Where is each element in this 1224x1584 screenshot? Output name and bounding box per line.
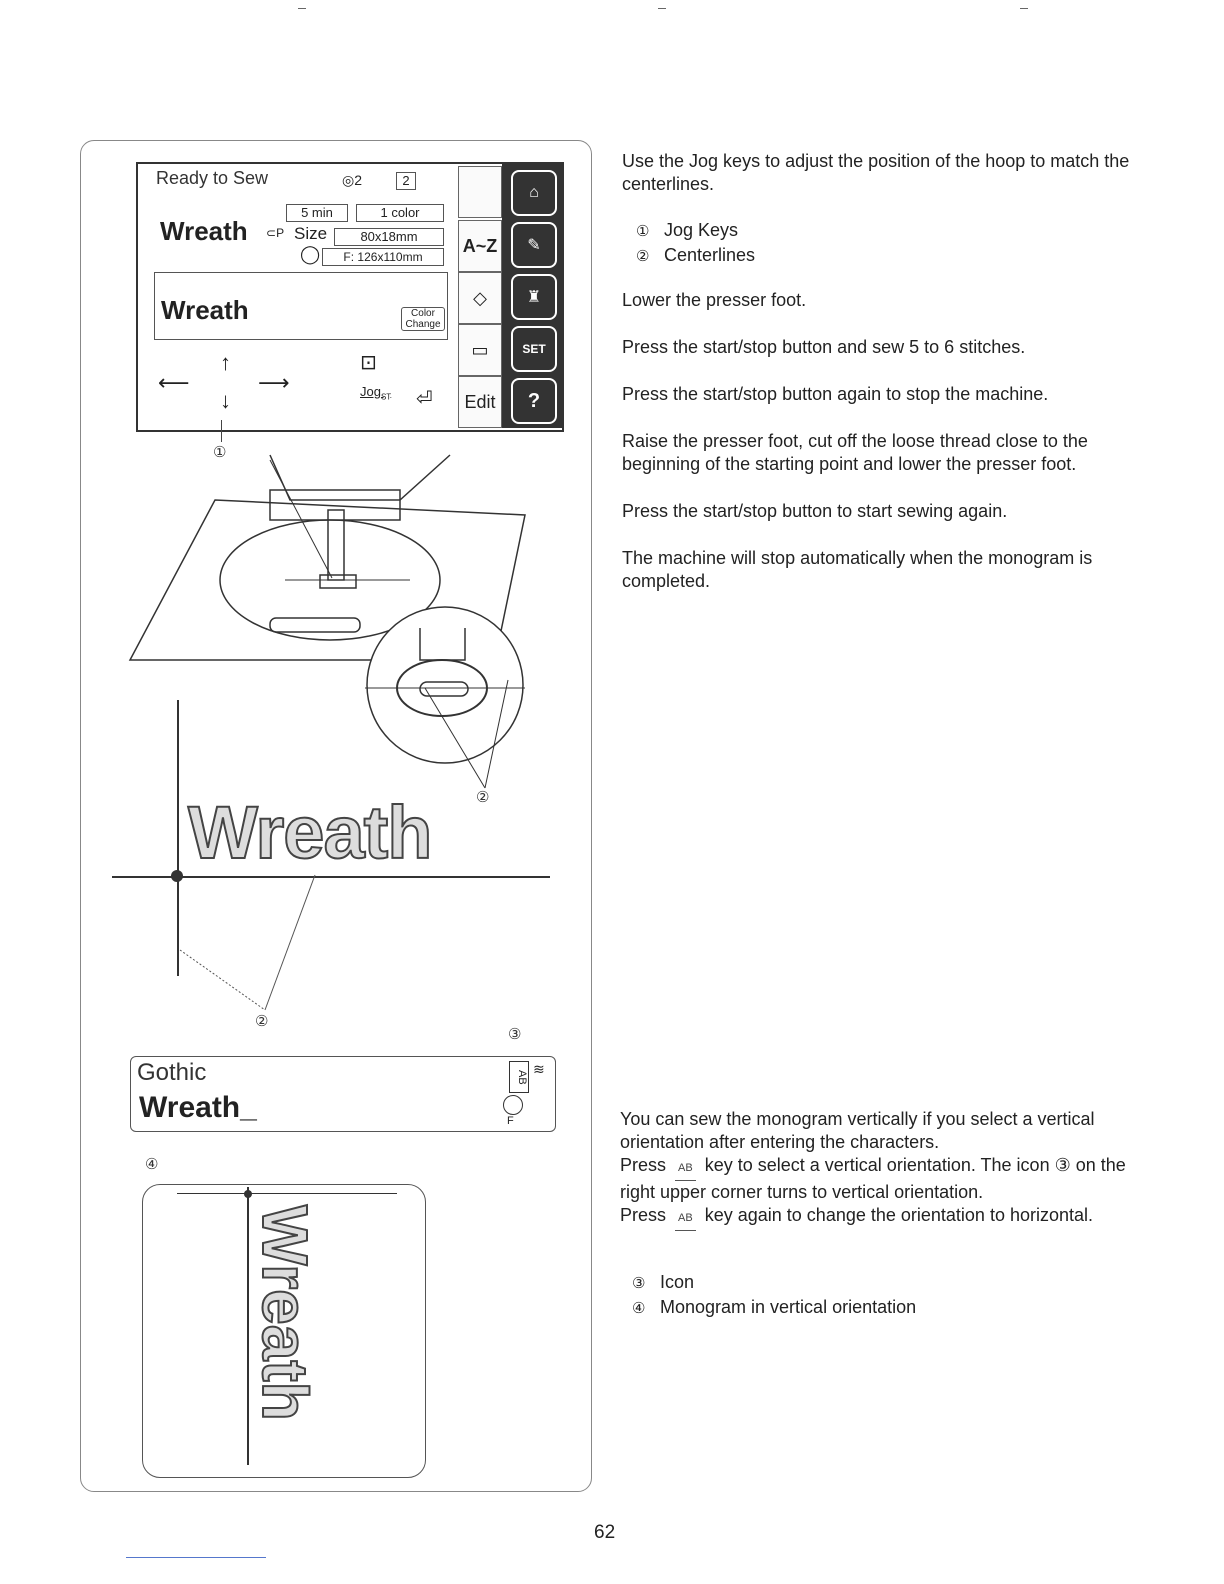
footer-rule <box>126 1557 266 1558</box>
legend-item <box>632 1295 916 1320</box>
needle-indicator: ◎2 <box>342 172 363 188</box>
press-text: key again to change the orientation to horizontal. <box>704 1205 1093 1225</box>
instruction-auto-stop <box>622 547 1162 593</box>
legend-label: Icon <box>660 1272 695 1292</box>
orientation-icon[interactable]: AB <box>509 1061 529 1093</box>
size-value: 80x18mm <box>334 228 444 246</box>
help-button[interactable]: ? <box>511 378 557 424</box>
color-change-button[interactable]: Color Change <box>401 307 445 331</box>
jog-sub-label: ST <box>380 392 392 402</box>
zoom-circle <box>367 607 523 763</box>
legend-number: ③ <box>632 1274 646 1292</box>
layout-icon[interactable]: ▭ <box>458 324 502 376</box>
leader-line <box>180 950 265 1010</box>
bobbin-indicator: 2 <box>396 172 416 190</box>
embroidery-mode-icon[interactable]: ✎ <box>511 222 557 268</box>
legend-1 <box>636 218 755 268</box>
instruction-sew-stitches <box>622 336 1162 359</box>
instruction-text: You can sew the monogram vertically if you select a vertical orientation after entering the characters. <box>620 1109 1095 1152</box>
legend-item <box>636 243 755 268</box>
side-tab-blank[interactable] <box>458 166 502 218</box>
needle-point-marker <box>244 1190 252 1198</box>
return-arrow-icon[interactable]: ⏎ <box>416 388 433 410</box>
legend-label: Jog Keys <box>664 220 739 240</box>
legend-number: ④ <box>632 1299 646 1317</box>
vertical-monogram: Wreath <box>249 1205 321 1421</box>
machine-mode-icon[interactable]: ⌂ <box>511 170 557 216</box>
pattern-preview-box <box>154 272 448 340</box>
font-panel <box>130 1056 556 1132</box>
legend-label: Centerlines <box>664 245 756 265</box>
monogram-preview: Wreath <box>188 791 432 874</box>
centerline-leaders <box>170 870 330 1020</box>
instruction-restart <box>622 500 1162 523</box>
size-label: Size <box>294 224 328 243</box>
callout-1: ① <box>213 443 227 461</box>
instruction-text: Press the start/stop button to start sewing again. <box>622 501 1008 521</box>
jog-st-button[interactable] <box>360 384 391 402</box>
callout-4: ④ <box>145 1155 159 1173</box>
center-hoop-icon[interactable]: ⊡ <box>360 352 377 374</box>
instruction-text: Raise the presser foot, cut off the loose thread close to the beginning of the starting point and lower the presser foot. <box>622 431 1088 474</box>
instruction-lower-foot <box>622 289 1162 312</box>
vertical-monogram-box <box>142 1184 426 1478</box>
press-label: Press <box>620 1155 667 1175</box>
lcd-screen <box>136 162 564 432</box>
edge-mark <box>1020 8 1028 9</box>
leader-line <box>265 875 315 1010</box>
legend-2 <box>632 1270 916 1320</box>
hoop-label: F <box>507 1115 514 1127</box>
legend-number: ② <box>636 247 650 265</box>
press-label: Press <box>620 1205 667 1225</box>
instruction-text: Press the start/stop button and sew 5 to 6 stitches. <box>622 337 1026 357</box>
orientation-key-icon: AB <box>675 1157 696 1181</box>
instruction-text: Use the Jog keys to adjust the position of the hoop to match the centerlines. <box>622 151 1130 194</box>
presser-foot <box>320 575 356 588</box>
preview-text: Wreath <box>161 295 249 325</box>
lcd-side-tabs <box>458 164 500 428</box>
legend-number: ① <box>636 222 650 240</box>
instruction-text <box>620 1154 1140 1204</box>
presser-foot-icon: ⊂P <box>266 226 285 240</box>
set-button[interactable]: SET <box>511 326 557 372</box>
sew-time: 5 min <box>286 204 348 222</box>
status-text: Ready to Sew <box>156 168 269 188</box>
color-count: 1 color <box>356 204 444 222</box>
sewing-machine-illustration <box>120 450 540 810</box>
jog-left-button[interactable]: ⟵ <box>158 370 190 395</box>
instruction-jog <box>622 150 1162 196</box>
font-name: Gothic <box>137 1059 207 1086</box>
machine-arm <box>270 455 450 500</box>
vertical-orientation-text <box>620 1108 1140 1231</box>
instruction-text <box>620 1204 1140 1231</box>
centerline-horizontal <box>177 1193 397 1194</box>
lcd-function-icons <box>502 164 562 428</box>
callout-3: ③ <box>508 1025 522 1043</box>
orientation-key-icon: AB <box>675 1207 696 1231</box>
foot-label: P <box>276 226 285 240</box>
jog-down-button[interactable]: ↓ <box>220 388 231 413</box>
callout-2-lower: ② <box>255 1012 269 1030</box>
presser-bar <box>270 490 400 520</box>
hoop-clamp <box>270 618 360 632</box>
hoop-bag-icon[interactable]: ♜ <box>511 274 557 320</box>
jog-label: Jog <box>360 384 381 399</box>
entered-text: Wreath_ <box>139 1091 257 1124</box>
legend-item <box>632 1270 916 1295</box>
instruction-text: Lower the presser foot. <box>622 290 807 310</box>
hoop-icon <box>503 1095 523 1115</box>
jog-right-button[interactable]: ⟶ <box>258 370 290 395</box>
hoop-icon: ◯ <box>300 244 321 264</box>
lcd-main-area <box>138 164 456 428</box>
pattern-name: Wreath <box>160 216 248 246</box>
instruction-cut-thread <box>622 430 1162 476</box>
page-number: 62 <box>594 1522 616 1543</box>
callout-1-leader <box>221 420 222 442</box>
callout-2: ② <box>476 788 490 806</box>
legend-label: Monogram in vertical orientation <box>660 1297 917 1317</box>
press-text: key to select a vertical orientation. The icon ③ on the right upper corner turns to vertical orientation. <box>620 1155 1126 1202</box>
edge-mark <box>298 8 306 9</box>
legend-item <box>636 218 755 243</box>
edge-mark <box>658 8 666 9</box>
hoop-size: F: 126x110mm <box>322 248 444 266</box>
thread-icon: ≋ <box>533 1061 545 1077</box>
az-tab[interactable]: A~Z <box>458 220 502 272</box>
thread-line <box>270 460 332 578</box>
edit-tab[interactable]: Edit <box>458 376 502 428</box>
instruction-text: Press the start/stop button again to stop the machine. <box>622 384 1049 404</box>
eraser-icon[interactable]: ◇ <box>458 272 502 324</box>
jog-up-button[interactable]: ↑ <box>220 350 231 375</box>
instruction-text: The machine will stop automatically when the monogram is completed. <box>622 548 1093 591</box>
instruction-stop <box>622 383 1162 406</box>
